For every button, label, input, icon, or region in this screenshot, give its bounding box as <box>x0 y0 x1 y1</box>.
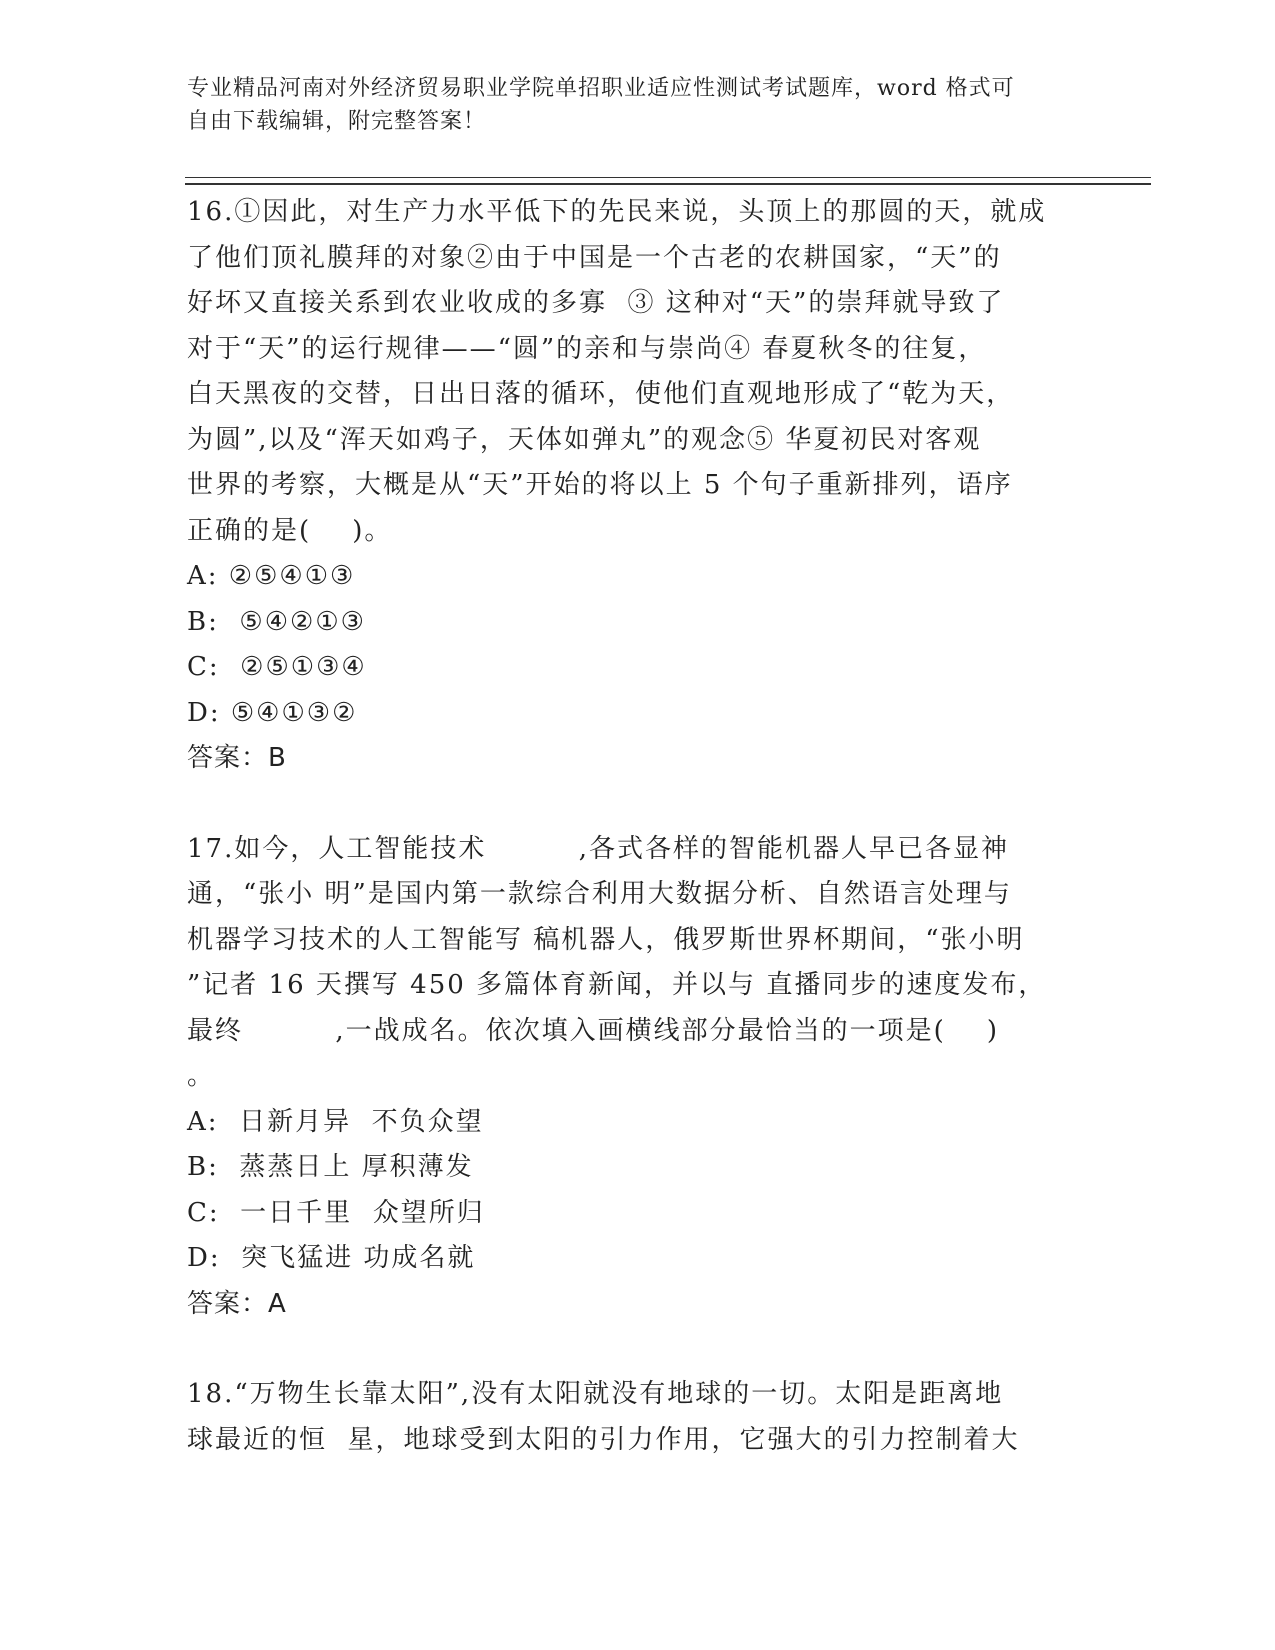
document-header <box>187 72 1067 138</box>
question-text-line: 球最近的恒 星，地球受到太阳的引力作用，它强大的引力控制着大 <box>187 1424 1020 1455</box>
question-text-line: 世界的考察，大概是从“天”开始的将以上 5 个句子重新排列，语序 <box>187 470 1013 500</box>
question-text-line: 。 <box>187 1061 216 1091</box>
question-text-line: 18.“万物生长靠太阳”,没有太阳就没有地球的一切。太阳是距离地 <box>187 1379 1004 1409</box>
spacer <box>187 1327 1067 1372</box>
question-text-line: 为圆”,以及“浑天如鸡子，天体如弹丸”的观念⑤ 华夏初民对客观 <box>187 424 982 455</box>
option-a: A: 日新月异 不负众望 <box>187 1106 484 1137</box>
question-text-line: 通，“张小 明”是国内第一款综合利用大数据分析、自然语言处理与 <box>187 879 1012 909</box>
option-c: C: 一日千里 众望所归 <box>187 1197 485 1228</box>
answer-label: 答案：A <box>187 1288 287 1319</box>
option-a: A: ②⑤④①③ <box>187 561 356 591</box>
header-line: 专业精品河南对外经济贸易职业学院单招职业适应性测试考试题库，word 格式可 <box>187 76 1015 101</box>
document-body <box>187 190 1067 1463</box>
option-d: D: 突飞猛进 功成名就 <box>187 1243 476 1273</box>
question-text-line: 16.①因此，对生产力水平低下的先民来说，头顶上的那圆的天，就成 <box>187 197 1047 227</box>
question-text-line: 对于“天”的运行规律——“圆”的亲和与崇尚④ 春夏秋冬的往复， <box>187 333 987 364</box>
option-b: B: ⑤④②①③ <box>187 606 366 637</box>
question-text-line: 白天黑夜的交替，日出日落的循环，使他们直观地形成了“乾为天， <box>187 379 1015 409</box>
question-17 <box>187 827 1067 1328</box>
question-text-line: 17.如今，人工智能技术 ,各式各样的智能机器人早已各显神 <box>187 833 1009 864</box>
question-text-line: 最终 ,一战成名。依次填入画横线部分最恰当的一项是( ) <box>187 1015 999 1046</box>
question-16 <box>187 190 1067 782</box>
header-line: 自由下载编辑，附完整答案！ <box>187 109 487 134</box>
option-d: D: ⑤④①③② <box>187 697 358 728</box>
question-text-line: 了他们顶礼膜拜的对象②由于中国是一个古老的农耕国家，“天”的 <box>187 242 1002 273</box>
question-18 <box>187 1372 1067 1463</box>
header-divider-thin <box>185 177 1151 178</box>
question-text-line: 好坏又直接关系到农业收成的多寡 ③ 这种对“天”的崇拜就导致了 <box>187 288 1005 318</box>
option-b: B: 蒸蒸日上 厚积薄发 <box>187 1152 474 1182</box>
spacer <box>187 782 1067 827</box>
header-divider-thick <box>185 183 1151 185</box>
question-text-line: 机器学习技术的人工智能写 稿机器人，俄罗斯世界杯期间，“张小明 <box>187 924 1025 955</box>
question-text-line: ”记者 16 天撰写 450 多篇体育新闻，并以与 直播同步的速度发布， <box>187 970 1047 1000</box>
question-text-line: 正确的是( )。 <box>187 515 393 546</box>
option-c: C: ②⑤①③④ <box>187 652 367 682</box>
answer-label: 答案：B <box>187 743 287 773</box>
